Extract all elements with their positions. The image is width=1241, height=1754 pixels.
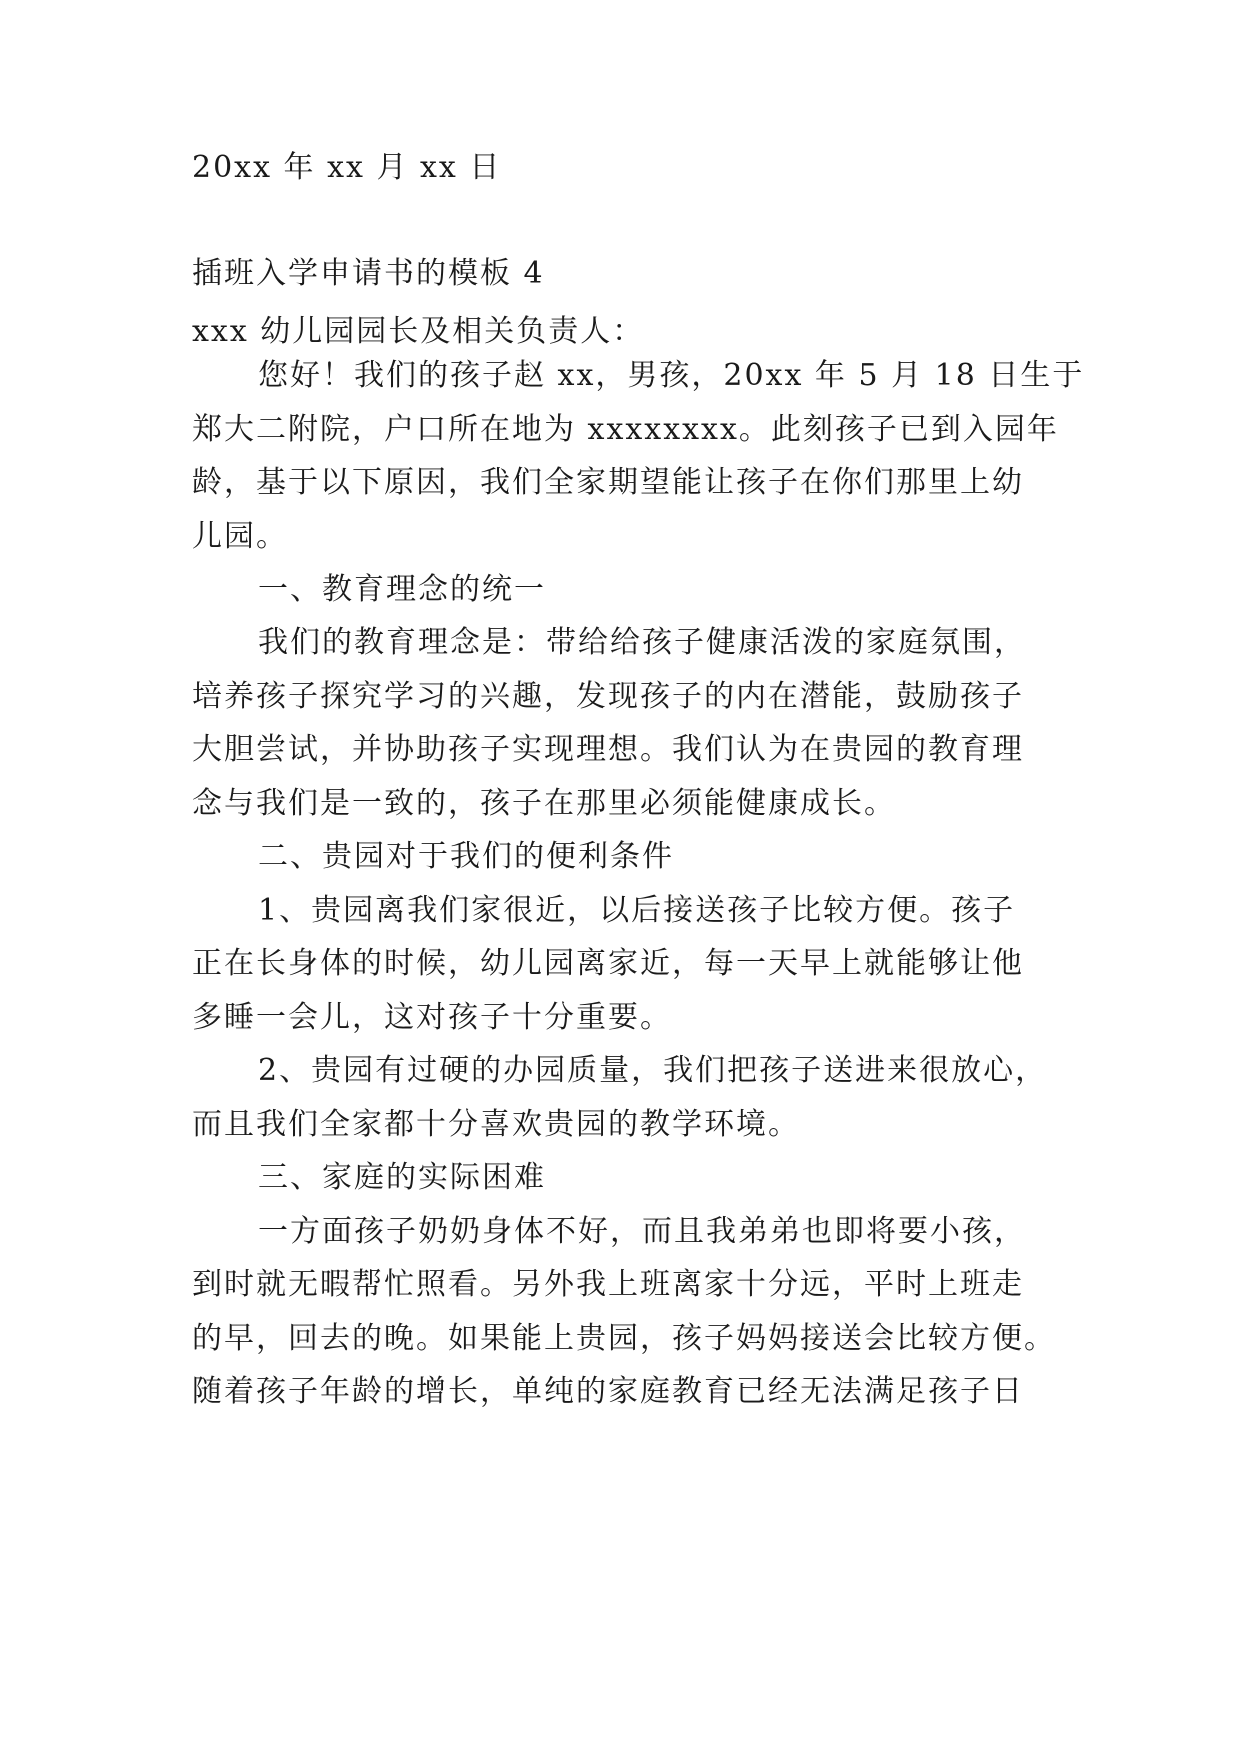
paragraph-line: 1、贵园离我们家很近，以后接送孩子比较方便。孩子 (258, 893, 1016, 928)
paragraph-line: 儿园。 (192, 519, 288, 554)
paragraph-line: 随着孩子年龄的增长，单纯的家庭教育已经无法满足孩子日 (192, 1374, 1024, 1409)
salutation: xxx 幼儿园园长及相关负责人： (192, 314, 645, 349)
section-heading: 二、贵园对于我们的便利条件 (258, 839, 674, 874)
paragraph-line: 的早，回去的晚。如果能上贵园，孩子妈妈接送会比较方便。 (192, 1321, 1056, 1356)
paragraph-line: 大胆尝试，并协助孩子实现理想。我们认为在贵园的教育理 (192, 732, 1024, 767)
paragraph-line: 您好！我们的孩子赵 xx，男孩，20xx 年 5 月 18 日生于 (258, 358, 1085, 393)
paragraph-line: 龄，基于以下原因，我们全家期望能让孩子在你们那里上幼 (192, 465, 1024, 500)
paragraph-line: 培养孩子探究学习的兴趣，发现孩子的内在潜能，鼓励孩子 (192, 679, 1024, 714)
document-date: 20xx 年 xx 月 xx 日 (192, 150, 502, 185)
paragraph-line: 我们的教育理念是：带给给孩子健康活泼的家庭氛围， (258, 625, 1026, 660)
paragraph-line: 念与我们是一致的，孩子在那里必须能健康成长。 (192, 786, 896, 821)
paragraph-line: 而且我们全家都十分喜欢贵园的教学环境。 (192, 1107, 800, 1142)
paragraph-line: 正在长身体的时候，幼儿园离家近，每一天早上就能够让他 (192, 946, 1024, 981)
section-heading: 一、教育理念的统一 (258, 572, 546, 607)
paragraph-line: 多睡一会儿，这对孩子十分重要。 (192, 1000, 672, 1035)
section-heading: 三、家庭的实际困难 (258, 1160, 546, 1195)
paragraph-line: 到时就无暇帮忙照看。另外我上班离家十分远，平时上班走 (192, 1267, 1024, 1302)
paragraph-line: 一方面孩子奶奶身体不好，而且我弟弟也即将要小孩， (258, 1214, 1026, 1249)
paragraph-line: 2、贵园有过硬的办园质量，我们把孩子送进来很放心， (258, 1053, 1048, 1088)
paragraph-line: 郑大二附院，户口所在地为 xxxxxxxx。此刻孩子已到入园年 (192, 412, 1059, 447)
document-heading: 插班入学申请书的模板 4 (192, 256, 545, 291)
